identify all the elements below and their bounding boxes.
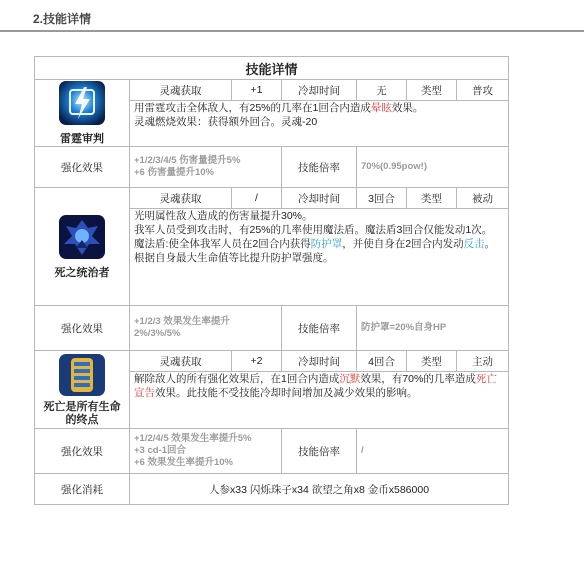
table-title: 技能详情 bbox=[35, 57, 509, 80]
skill-3-icon-cell bbox=[35, 351, 130, 429]
skill-2-type-label: 类型 bbox=[407, 188, 457, 209]
thunder-cube-icon bbox=[57, 80, 107, 126]
skill-3-cooldown-value: 4回合 bbox=[357, 351, 407, 372]
skill-3-soul-label: 灵魂获取 bbox=[130, 351, 232, 372]
skill-2-icon-cell bbox=[35, 188, 130, 306]
skill-3-enhance-label: 强化效果 bbox=[35, 429, 130, 474]
skill-1-type-label: 类型 bbox=[407, 80, 457, 101]
counter-keyword: 反击 bbox=[463, 238, 485, 250]
skill-1-multiplier-value: 70%(0.95pow!) bbox=[357, 147, 509, 188]
skill-2-multiplier-label: 技能倍率 bbox=[282, 306, 357, 351]
death-sentence-keyword: 死亡宣告 bbox=[134, 373, 497, 399]
skill-2-enhance-label: 强化效果 bbox=[35, 306, 130, 351]
shield-keyword: 防护罩 bbox=[310, 238, 343, 250]
skill-2-cooldown-value: 3回合 bbox=[357, 188, 407, 209]
skill-2-multiplier-value: 防护罩=20%自身HP bbox=[357, 306, 509, 351]
skill-2-soul-label: 灵魂获取 bbox=[130, 188, 232, 209]
skill-1-description: 用雷霆攻击全体敌人，有25%的几率在1回合内造成晕眩效果。 灵魂燃烧效果：获得额外回合。灵魂-20 bbox=[130, 101, 509, 147]
skill-1-name: 雷霆审判 bbox=[60, 133, 104, 145]
skill-2-name: 死之统治者 bbox=[54, 266, 110, 279]
skill-2-type-value: 被动 bbox=[457, 188, 509, 209]
skill-3-soul-value: +2 bbox=[232, 351, 282, 372]
section-title: 2.技能详情 bbox=[33, 12, 92, 26]
cost-label: 强化消耗 bbox=[35, 474, 130, 505]
skill-3-cooldown-label: 冷却时间 bbox=[282, 351, 357, 372]
dark-sorcerer-icon bbox=[57, 214, 107, 260]
section-header bbox=[0, 0, 584, 32]
skill-2-cooldown-label: 冷却时间 bbox=[282, 188, 357, 209]
skill-3-type-value: 主动 bbox=[457, 351, 509, 372]
skill-3-name: 死亡是所有生命的终点 bbox=[43, 400, 121, 426]
silence-keyword: 沉默 bbox=[339, 373, 361, 385]
skill-1-cooldown-value: 无 bbox=[357, 80, 407, 101]
skill-3-type-label: 类型 bbox=[407, 351, 457, 372]
skill-3-description: 解除敌人的所有强化效果后，在1回合内造成沉默效果，有70%的几率造成死亡宣告效果。此技能不受技能冷却时间增加及减少效果的影响。 bbox=[130, 372, 509, 429]
cost-value: 人参x33 闪烁珠子x34 欲望之角x8 金币x586000 bbox=[130, 474, 509, 505]
skill-3-multiplier-value: / bbox=[357, 429, 509, 474]
skill-1-soul-value: +1 bbox=[232, 80, 282, 101]
skill-1-multiplier-label: 技能倍率 bbox=[282, 147, 357, 188]
skill-1-enhance-label: 强化效果 bbox=[35, 147, 130, 188]
skill-2-description: 光明属性敌人造成的伤害量提升30%。 我军人员受到攻击时，有25%的几率使用魔法盾。魔法盾3回合仅能发动1次。 魔法盾:使全体我军人员在2回合内获得防护罩，并使自身在2回合内发动反击。根据自身最大生命值等比提升防护罩强度。 bbox=[130, 209, 509, 306]
skill-1-type-value: 普攻 bbox=[457, 80, 509, 101]
skill-1-cooldown-label: 冷却时间 bbox=[282, 80, 357, 101]
skill-2-soul-value: / bbox=[232, 188, 282, 209]
skill-2-enhance-text: +1/2/3 效果发生率提升 2%/3%/5% bbox=[130, 306, 282, 351]
skill-3-enhance-text: +1/2/4/5 效果发生率提升5% +3 cd-1回合 +6 效果发生率提升10% bbox=[130, 429, 282, 474]
stun-keyword: 晕眩 bbox=[370, 102, 392, 115]
skill-3-multiplier-label: 技能倍率 bbox=[282, 429, 357, 474]
skill-1-soul-label: 灵魂获取 bbox=[130, 80, 232, 101]
skill-detail-table bbox=[34, 56, 509, 505]
skill-1-icon-cell bbox=[35, 80, 130, 147]
golden-sarcophagus-icon bbox=[57, 353, 107, 397]
skill-1-enhance-text: +1/2/3/4/5 伤害量提升5% +6 伤害量提升10% bbox=[130, 147, 282, 188]
